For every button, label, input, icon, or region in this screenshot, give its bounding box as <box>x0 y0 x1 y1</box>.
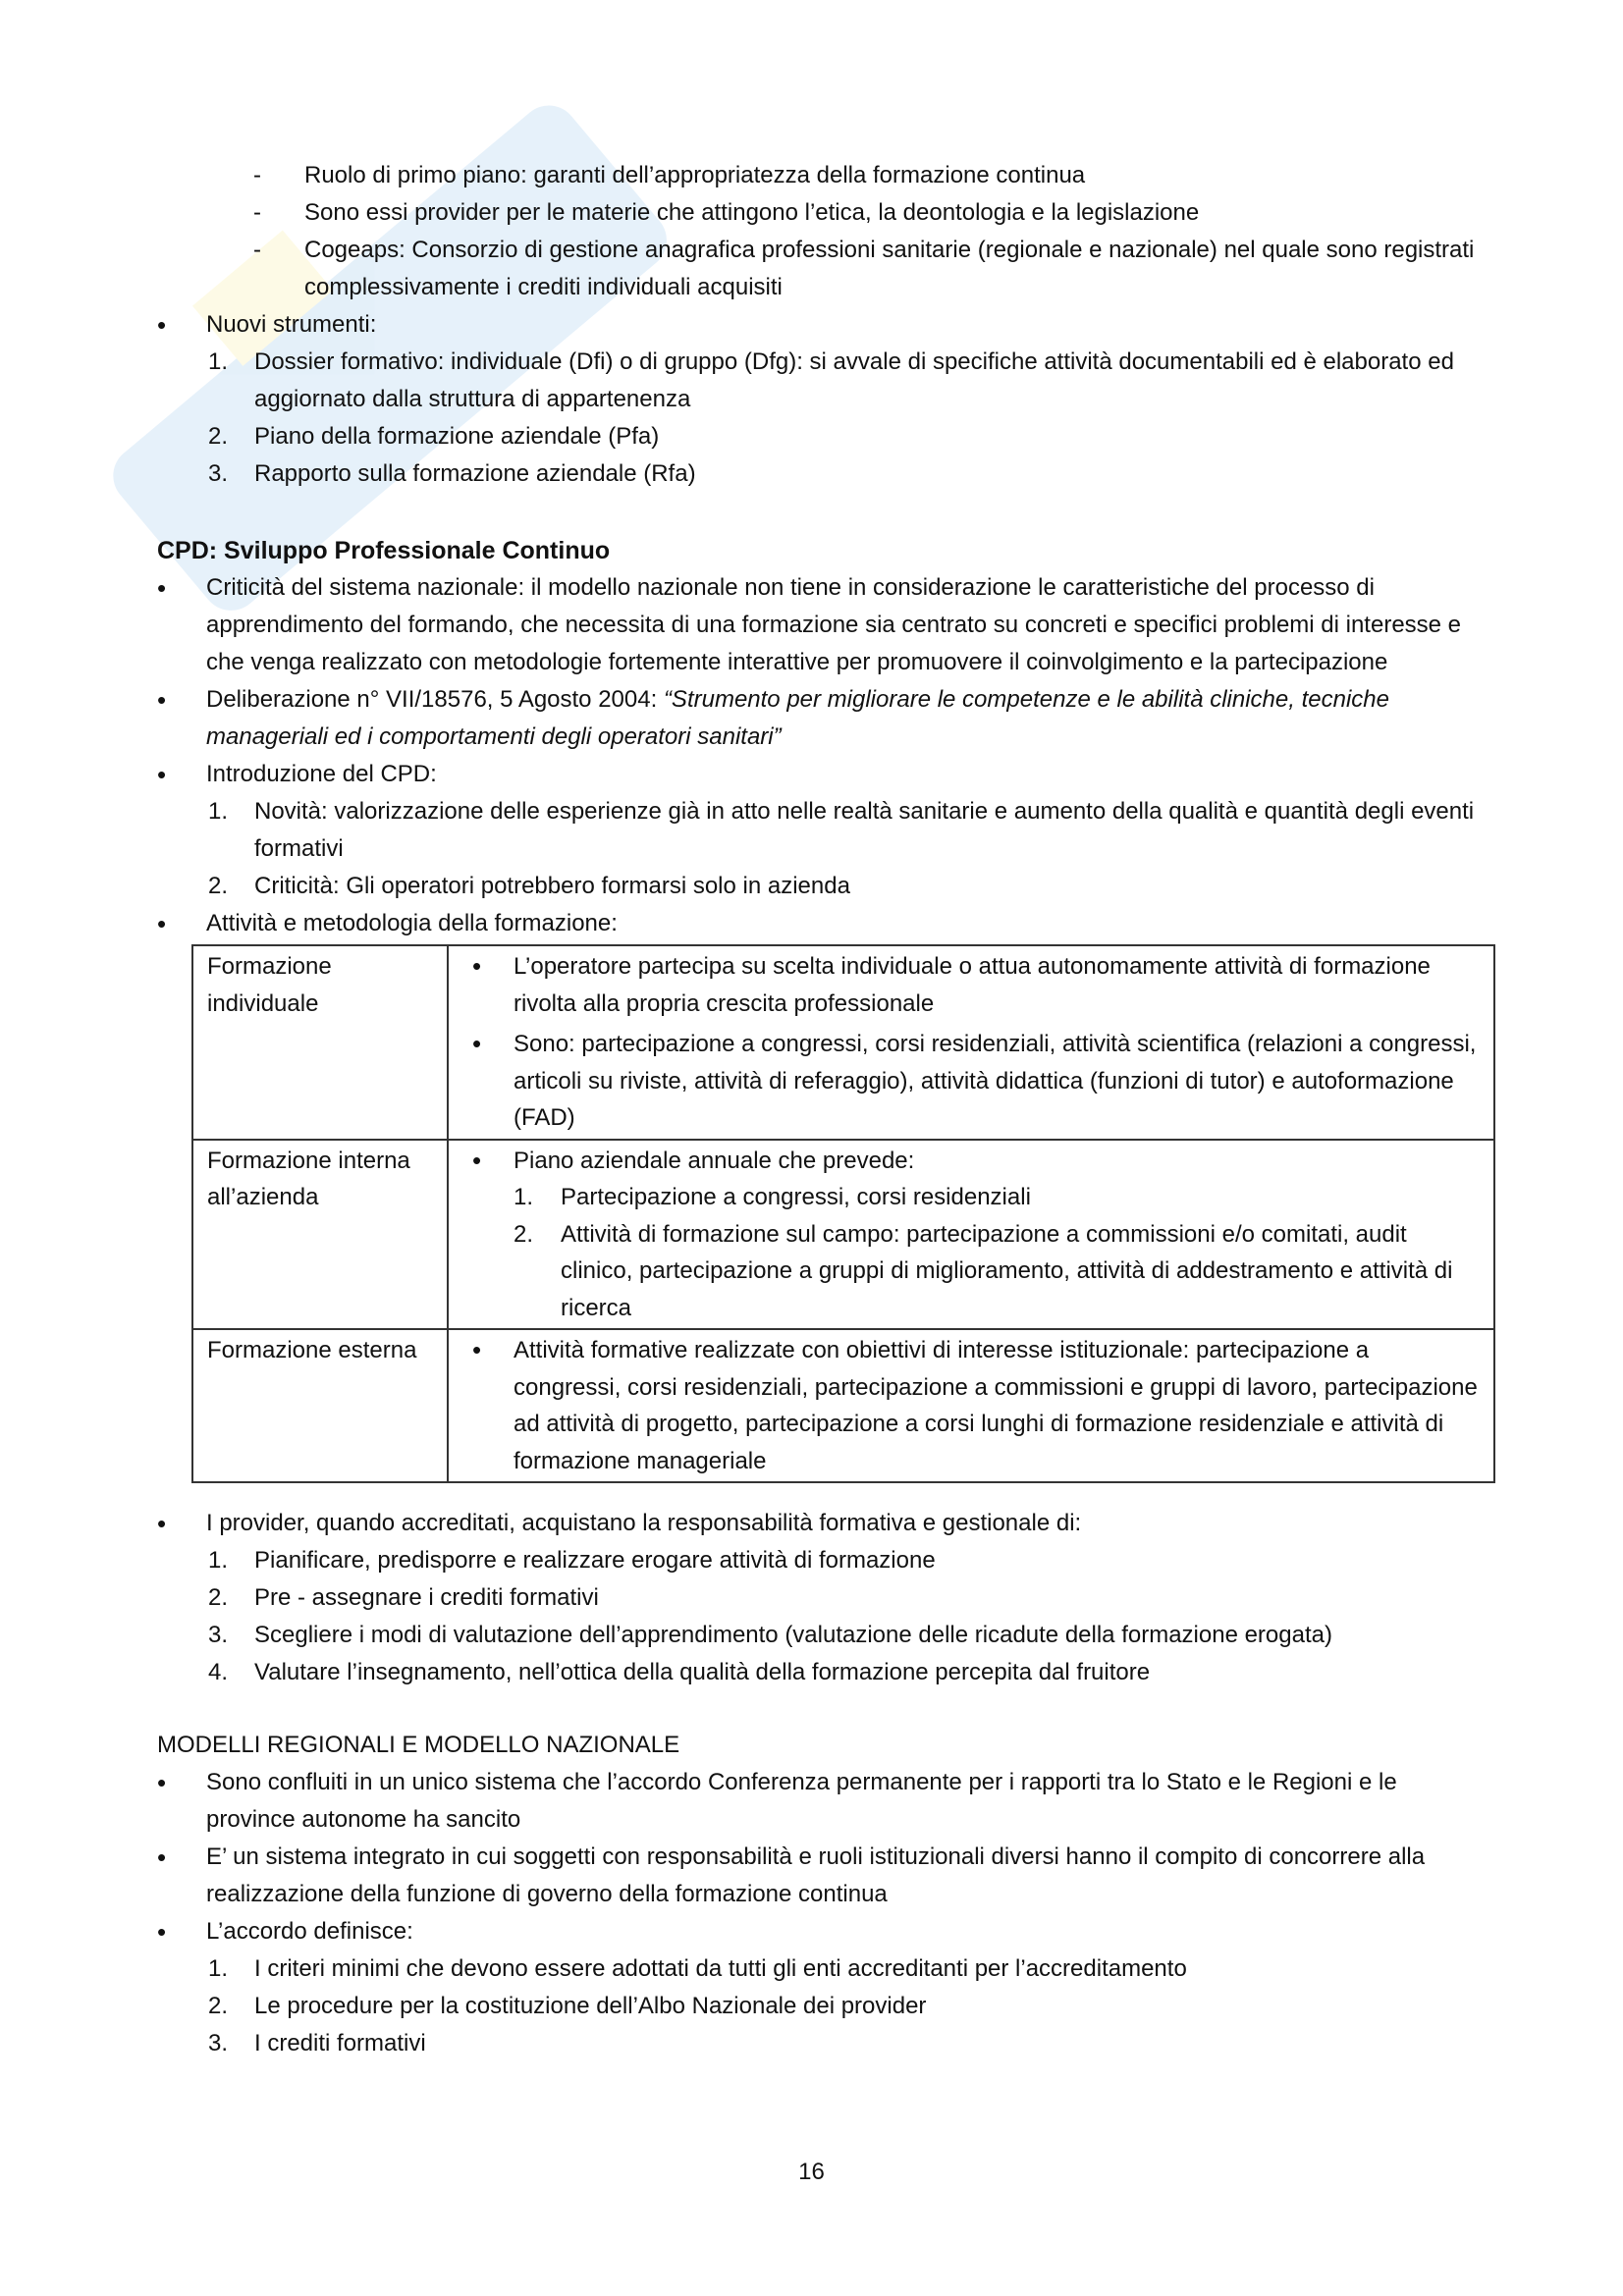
numbered-item: 2. Criticità: Gli operatori potrebbero formarsi solo in azienda <box>208 873 850 899</box>
numbered-item: 2. Le procedure per la costituzione dell’Albo Nazionale dei provider <box>208 1993 927 2019</box>
section-heading-modelli: MODELLI REGIONALI E MODELLO NAZIONALE <box>157 1732 680 1758</box>
bullet-attivita: • Attività e metodologia della formazione: <box>0 905 1483 942</box>
table-cell-label: Formazione individuale <box>192 945 448 1140</box>
dash-item: - Sono essi provider per le materie che attingono l’etica, la deontologia e la legislazione <box>0 194 1483 232</box>
numbered-item: 2. Pre - assegnare i crediti formativi <box>208 1584 599 1611</box>
dash-item: - Cogeaps: Consorzio di gestione anagrafica professioni sanitarie (regionale e nazionale) nel quale sono registrati complessivamente i crediti individuali acquisiti <box>0 232 1483 306</box>
numbered-item: 3. Scegliere i modi di valutazione dell’apprendimento (valutazione delle ricadute della formazione erogata) <box>208 1622 1332 1648</box>
numbered-item: 1. I criteri minimi che devono essere adottati da tutti gli enti accreditanti per l’accreditamento <box>208 1955 1187 1982</box>
table-cell-content: • Attività formative realizzate con obiettivi di interesse istituzionale: partecipazione a congressi, corsi residenziali, partecipazione a commissioni e gruppi di lavoro, partecipazione ad attività di progetto, partecipazione a corsi lunghi di formazione residenziale e attività di formazione manageriale <box>448 1329 1494 1482</box>
numbered-item: 3. Rapporto sulla formazione aziendale (Rfa) <box>208 460 696 487</box>
page-number: 16 <box>798 2159 825 2185</box>
numbered-item: 2. Piano della formazione aziendale (Pfa) <box>208 423 660 450</box>
table-cell-label: Formazione esterna <box>192 1329 448 1482</box>
bullet-provider: • I provider, quando accreditati, acquistano la responsabilità formativa e gestionale di: <box>0 1505 1483 1542</box>
bullet-nuovi-strumenti: • Nuovi strumenti: <box>0 306 1483 344</box>
numbered-item: 1. Novità: valorizzazione delle esperienze già in atto nelle realtà sanitarie e aumento della qualità e quantità degli eventi formativi <box>208 798 1475 862</box>
bullet-criticita: • Criticità del sistema nazionale: il modello nazionale non tiene in considerazione le caratteristiche del processo di apprendimento del formando, che necessita di una formazione sia centrato su concreti e specifici problemi di interesse e che venga realizzato con metodologie fortemente interattive per promuovere il coinvolgimento e la partecipazione <box>0 569 1483 681</box>
table-row <box>192 1140 1494 1330</box>
table-cell-label: Formazione interna all’azienda <box>192 1140 448 1330</box>
bullet-item: • Sono confluiti in un unico sistema che l’accordo Conferenza permanente per i rapporti tra lo Stato e le Regioni e le province autonome ha sancito <box>0 1764 1483 1839</box>
table-cell-content: • L’operatore partecipa su scelta individuale o attua autonomamente attività di formazione rivolta alla propria crescita professionale • Sono: partecipazione a congressi, corsi residenziali, attività scientifica (relazioni a congressi, articoli su riviste, attività di referaggio), attività didattica (funzioni di tutor) e autoformazione (FAD) <box>448 945 1494 1140</box>
numbered-item: 1. Dossier formativo: individuale (Dfi) o di gruppo (Dfg): si avvale di specifiche attività documentabili ed è elaborato ed aggiornato dalla struttura di appartenenza <box>208 348 1454 412</box>
document-page <box>0 157 1623 2062</box>
dash-item: - Ruolo di primo piano: garanti dell’appropriatezza della formazione continua <box>0 157 1483 194</box>
numbered-item: 1. Pianificare, predisporre e realizzare erogare attività di formazione <box>208 1547 936 1574</box>
bullet-deliberazione: • Deliberazione n° VII/18576, 5 Agosto 2004: “Strumento per migliorare le competenze e le abilità cliniche, tecniche manageriali ed i comportamenti degli operatori sanitari” <box>0 681 1483 756</box>
numbered-item: 4. Valutare l’insegnamento, nell’ottica della qualità della formazione percepita dal fruitore <box>208 1659 1151 1685</box>
section-heading-cpd: CPD: Sviluppo Professionale Continuo <box>157 537 611 564</box>
table-cell-content: • Piano aziendale annuale che prevede: 1. Partecipazione a congressi, corsi residenziali 2. Attività di formazione sul campo: partecipazione a commissioni e/o comitati, audit clinico, partecipazione a gruppi di miglioramento, attività di addestramento e attività di ricerca <box>448 1140 1494 1330</box>
table-row <box>192 945 1494 1140</box>
table-row <box>192 1329 1494 1482</box>
bullet-accordo: • L’accordo definisce: <box>0 1913 1483 1950</box>
numbered-item: 3. I crediti formativi <box>208 2030 426 2056</box>
formazione-table <box>191 944 1495 1483</box>
bullet-item: • E’ un sistema integrato in cui soggetti con responsabilità e ruoli istituzionali diversi hanno il compito di concorrere alla realizzazione della funzione di governo della formazione continua <box>0 1839 1483 1913</box>
bullet-introduzione: • Introduzione del CPD: <box>0 756 1483 793</box>
